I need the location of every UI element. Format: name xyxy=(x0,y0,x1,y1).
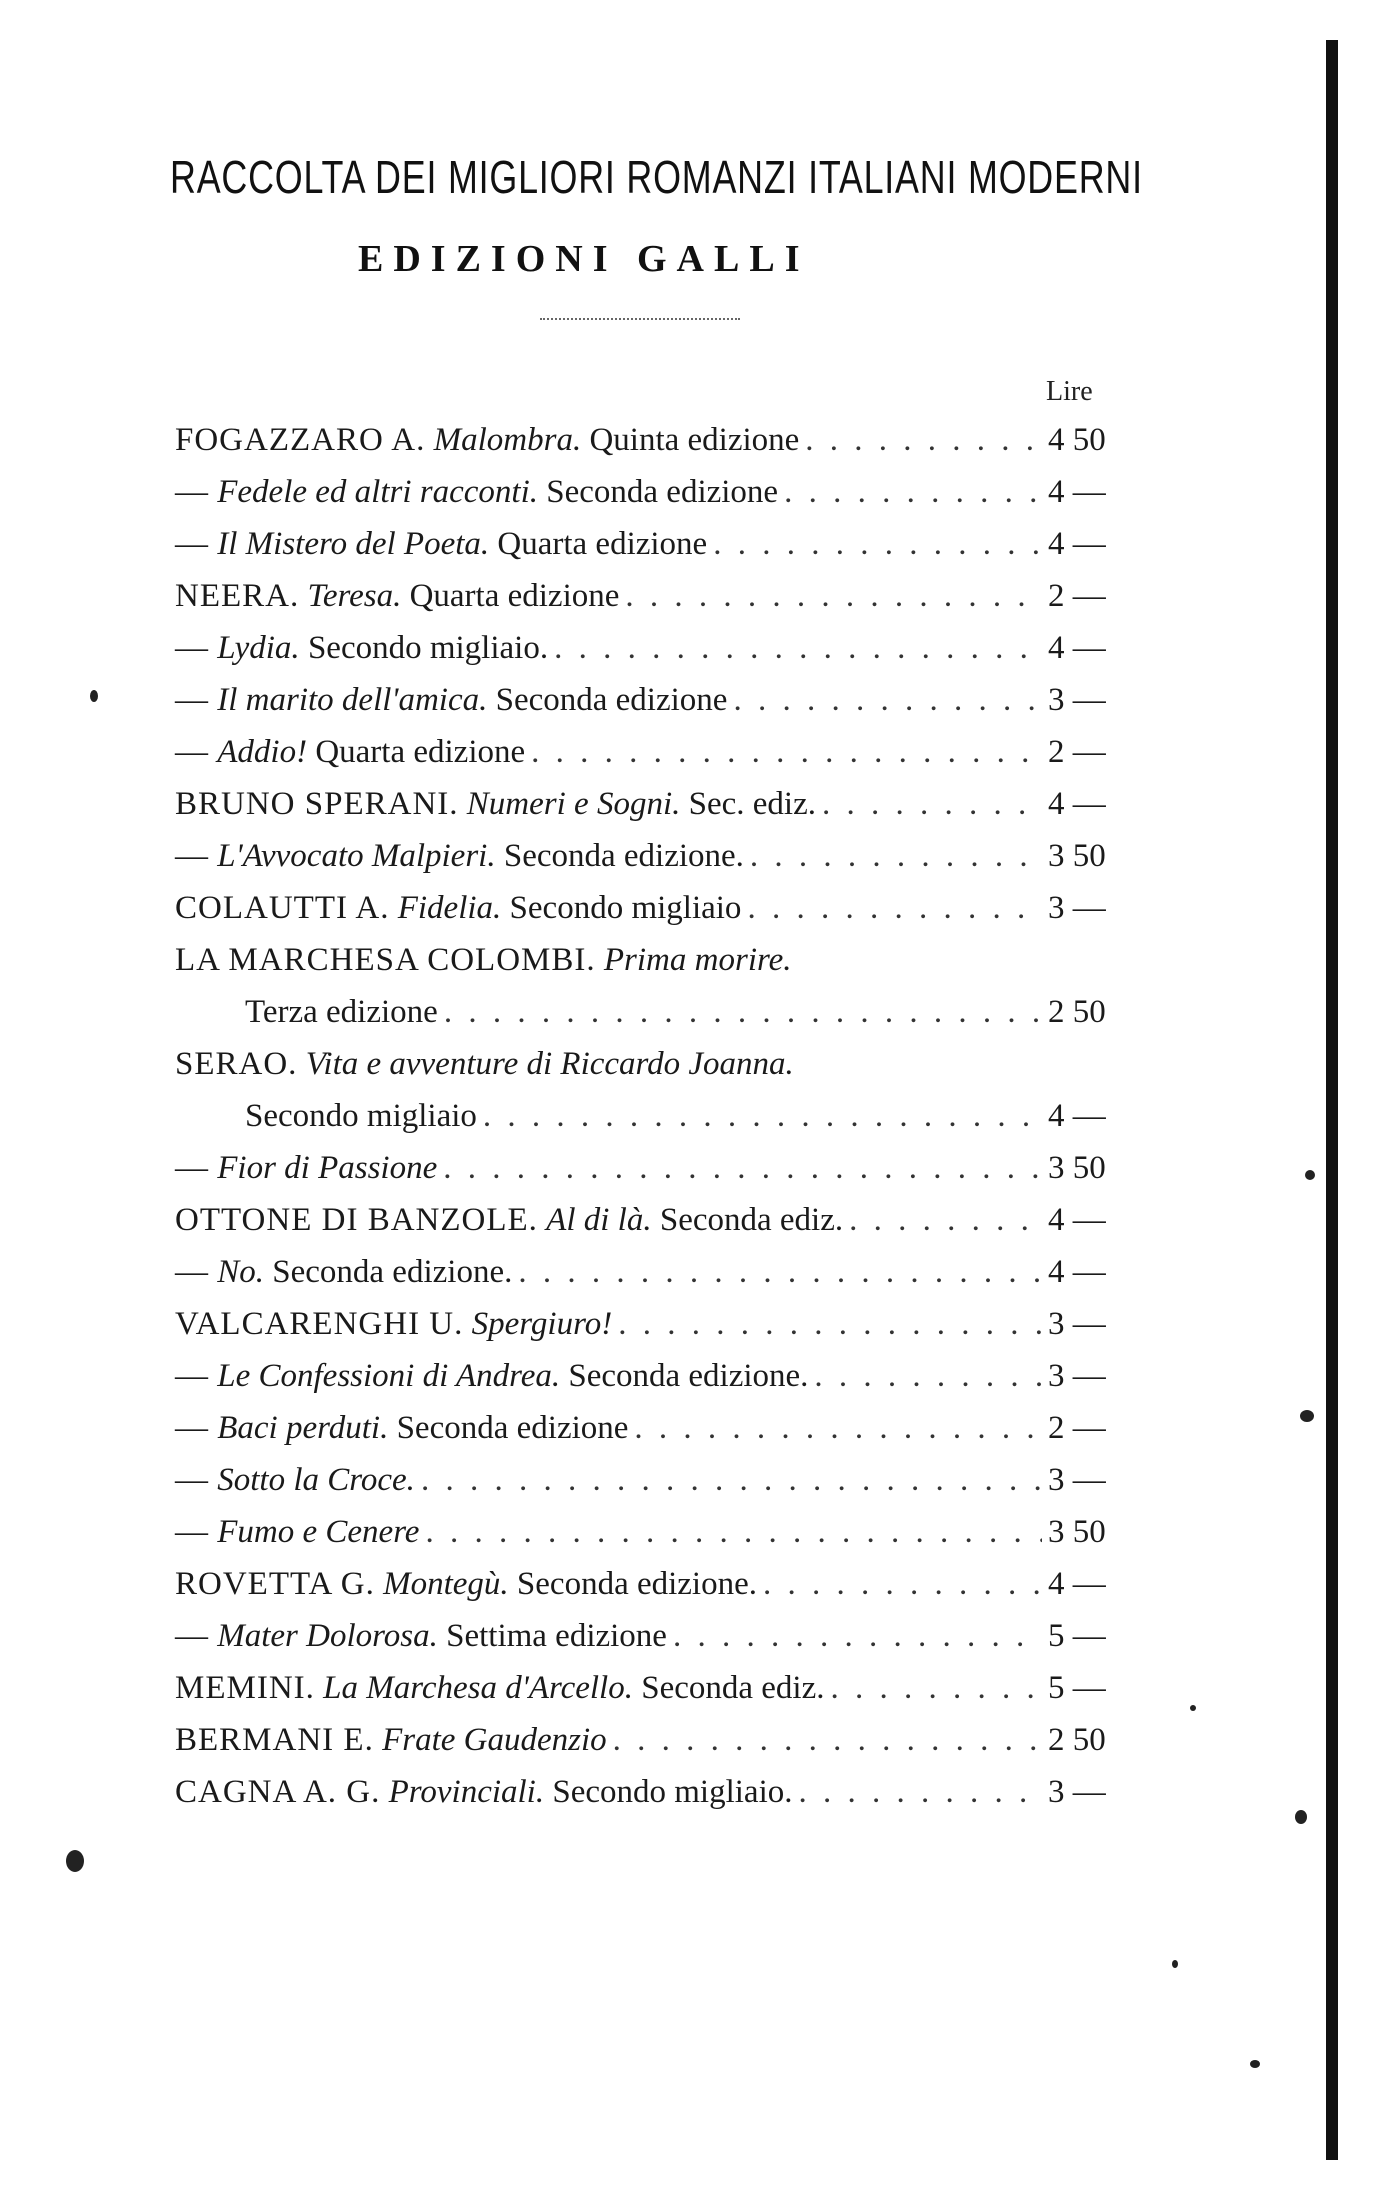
author: OTTONE DI BANZOLE. xyxy=(175,1202,538,1238)
list-item xyxy=(175,415,1120,465)
price: 3 50 xyxy=(1048,1150,1106,1186)
book-title: Lydia. xyxy=(217,630,300,666)
price: 2 — xyxy=(1048,1410,1106,1446)
scan-speck xyxy=(90,690,98,702)
currency-label: Lire xyxy=(1046,376,1093,407)
book-title: Baci perduti. xyxy=(217,1410,389,1446)
dot-leader xyxy=(713,519,1042,569)
list-item xyxy=(175,467,1120,517)
price: 4 — xyxy=(1048,474,1106,510)
dot-leader xyxy=(763,1559,1042,1609)
dot-leader xyxy=(531,727,1042,777)
list-item xyxy=(175,935,1120,985)
author: — xyxy=(175,1410,209,1446)
author: SERAO. xyxy=(175,1046,298,1082)
scan-speck xyxy=(1190,1705,1196,1711)
dot-leader xyxy=(799,1767,1043,1817)
author: NEERA. xyxy=(175,578,300,614)
list-item xyxy=(175,1715,1120,1765)
author: — xyxy=(175,630,209,666)
edition-note: Seconda ediz. xyxy=(641,1670,825,1706)
book-title: Sotto la Croce. xyxy=(217,1462,415,1498)
dot-leader xyxy=(554,623,1042,673)
price: 3 50 xyxy=(1048,1514,1106,1550)
book-title: Addio! xyxy=(217,734,308,770)
scan-speck xyxy=(1172,1960,1178,1968)
price: 4 — xyxy=(1048,1254,1106,1290)
book-title: Mater Dolorosa. xyxy=(217,1618,438,1654)
dot-leader xyxy=(814,1351,1042,1401)
book-title: Il marito dell'amica. xyxy=(217,682,488,718)
edition-note: Quinta edizione xyxy=(589,422,800,458)
author: MEMINI. xyxy=(175,1670,315,1706)
price: 2 — xyxy=(1048,734,1106,770)
price: 3 — xyxy=(1048,682,1106,718)
edition-note: Settima edizione xyxy=(446,1618,667,1654)
price: 5 — xyxy=(1048,1670,1106,1706)
author: COLAUTTI A. xyxy=(175,890,390,926)
price: 2 50 xyxy=(1048,994,1106,1030)
edition-note: Seconda edizione. xyxy=(503,838,744,874)
list-item xyxy=(175,1039,1120,1089)
book-title: Fedele ed altri racconti. xyxy=(217,474,538,510)
edition-note: Quarta edizione xyxy=(497,526,708,562)
author: — xyxy=(175,1254,209,1290)
book-title: Prima morire. xyxy=(603,942,792,978)
edition-note: Secondo migliaio. xyxy=(552,1774,793,1810)
edition-note: Quarta edizione xyxy=(409,578,620,614)
edition-note: Quarta edizione xyxy=(315,734,526,770)
list-item xyxy=(175,1455,1120,1505)
author: FOGAZZARO A. xyxy=(175,422,426,458)
dot-leader xyxy=(849,1195,1042,1245)
author: — xyxy=(175,474,209,510)
dot-leader xyxy=(634,1403,1042,1453)
dot-leader xyxy=(444,987,1042,1037)
price: 5 — xyxy=(1048,1618,1106,1654)
price: 4 — xyxy=(1048,1202,1106,1238)
dot-leader xyxy=(673,1611,1042,1661)
book-title: Montegù. xyxy=(383,1566,509,1602)
author: — xyxy=(175,1618,209,1654)
book-title: Fumo e Cenere xyxy=(217,1514,420,1550)
price: 3 — xyxy=(1048,1462,1106,1498)
list-item xyxy=(175,727,1120,777)
list-item xyxy=(175,883,1120,933)
book-title: La Marchesa d'Arcello. xyxy=(323,1670,633,1706)
book-title: Il Mistero del Poeta. xyxy=(217,526,490,562)
book-title: Malombra. xyxy=(433,422,582,458)
list-item xyxy=(175,1507,1120,1557)
author: — xyxy=(175,1150,209,1186)
list-item xyxy=(175,1351,1120,1401)
price: 4 — xyxy=(1048,630,1106,666)
edition-note: Seconda edizione xyxy=(396,1410,629,1446)
list-item xyxy=(175,623,1120,673)
list-item xyxy=(175,1299,1120,1349)
author: ROVETTA G. xyxy=(175,1566,375,1602)
list-item xyxy=(175,1611,1120,1661)
author: — xyxy=(175,682,209,718)
dot-leader xyxy=(784,467,1042,517)
list-item xyxy=(175,831,1120,881)
price: 4 50 xyxy=(1048,422,1106,458)
list-item xyxy=(175,1143,1120,1193)
author: — xyxy=(175,1514,209,1550)
price: 2 — xyxy=(1048,578,1106,614)
author: — xyxy=(175,526,209,562)
dot-leader xyxy=(805,415,1042,465)
dot-leader xyxy=(421,1455,1042,1505)
author: BRUNO SPERANI. xyxy=(175,786,459,822)
edition-note: Terza edizione xyxy=(245,994,438,1030)
book-title: Teresa. xyxy=(307,578,402,614)
list-item xyxy=(175,1195,1120,1245)
dot-leader xyxy=(518,1247,1042,1297)
list-item xyxy=(175,1403,1120,1453)
edition-note: Secondo migliaio xyxy=(509,890,742,926)
book-title: No. xyxy=(217,1254,265,1290)
dot-leader xyxy=(483,1091,1042,1141)
author: LA MARCHESA COLOMBI. xyxy=(175,942,596,978)
price: 2 50 xyxy=(1048,1722,1106,1758)
dot-leader xyxy=(425,1507,1042,1557)
scan-speck xyxy=(66,1850,84,1872)
author: — xyxy=(175,734,209,770)
list-item xyxy=(175,1663,1120,1713)
edition-note: Seconda edizione xyxy=(546,474,779,510)
book-title: Vita e avventure di Riccardo Joanna. xyxy=(305,1046,794,1082)
price: 4 — xyxy=(1048,526,1106,562)
price: 3 50 xyxy=(1048,838,1106,874)
scan-speck xyxy=(1295,1810,1307,1824)
book-title: L'Avvocato Malpieri. xyxy=(217,838,496,874)
price: 4 — xyxy=(1048,786,1106,822)
author: — xyxy=(175,1462,209,1498)
list-item xyxy=(175,779,1120,829)
author: BERMANI E. xyxy=(175,1722,374,1758)
price: 3 — xyxy=(1048,1774,1106,1810)
author: CAGNA A. G. xyxy=(175,1774,381,1810)
edition-note: Seconda edizione. xyxy=(272,1254,513,1290)
publisher-heading: EDIZIONI GALLI xyxy=(358,238,810,280)
list-item xyxy=(175,675,1120,725)
edition-note: Seconda edizione. xyxy=(516,1566,757,1602)
edition-note: Secondo migliaio. xyxy=(307,630,549,666)
author: VALCARENGHI U. xyxy=(175,1306,464,1342)
dot-leader xyxy=(750,831,1042,881)
list-item xyxy=(175,519,1120,569)
edition-note: Seconda edizione xyxy=(495,682,728,718)
page-title: RACCOLTA DEI MIGLIORI ROMANZI ITALIANI MODERNI xyxy=(170,151,1143,203)
scan-speck xyxy=(1250,2060,1260,2068)
list-item xyxy=(175,1767,1120,1817)
list-item xyxy=(245,987,1120,1037)
scan-speck xyxy=(1300,1410,1314,1422)
dot-leader xyxy=(830,1663,1042,1713)
scan-speck xyxy=(1305,1170,1315,1180)
edition-note: Secondo migliaio xyxy=(245,1098,477,1134)
edition-note: Sec. ediz. xyxy=(688,786,816,822)
dot-leader xyxy=(747,883,1042,933)
book-title: Provinciali. xyxy=(388,1774,545,1810)
book-title: Fior di Passione xyxy=(217,1150,438,1186)
author: — xyxy=(175,1358,209,1394)
price: 3 — xyxy=(1048,890,1106,926)
book-title: Al di là. xyxy=(546,1202,652,1238)
book-title: Frate Gaudenzio xyxy=(382,1722,607,1758)
price: 3 — xyxy=(1048,1358,1106,1394)
price: 4 — xyxy=(1048,1098,1106,1134)
dot-leader xyxy=(733,675,1042,725)
list-item xyxy=(175,1247,1120,1297)
price: 4 — xyxy=(1048,1566,1106,1602)
book-title: Numeri e Sogni. xyxy=(466,786,681,822)
edition-note: Seconda ediz. xyxy=(659,1202,844,1238)
list-item xyxy=(175,1559,1120,1609)
dot-leader xyxy=(443,1143,1042,1193)
dot-leader xyxy=(822,779,1042,829)
book-title: Le Confessioni di Andrea. xyxy=(217,1358,561,1394)
edition-note: Seconda edizione. xyxy=(568,1358,809,1394)
author: — xyxy=(175,838,209,874)
book-title: Spergiuro! xyxy=(471,1306,613,1342)
dot-leader xyxy=(625,571,1042,621)
book-title: Fidelia. xyxy=(397,890,502,926)
dot-leader xyxy=(618,1299,1042,1349)
price: 3 — xyxy=(1048,1306,1106,1342)
list-item xyxy=(175,571,1120,621)
dot-leader xyxy=(613,1715,1042,1765)
list-item xyxy=(245,1091,1120,1141)
